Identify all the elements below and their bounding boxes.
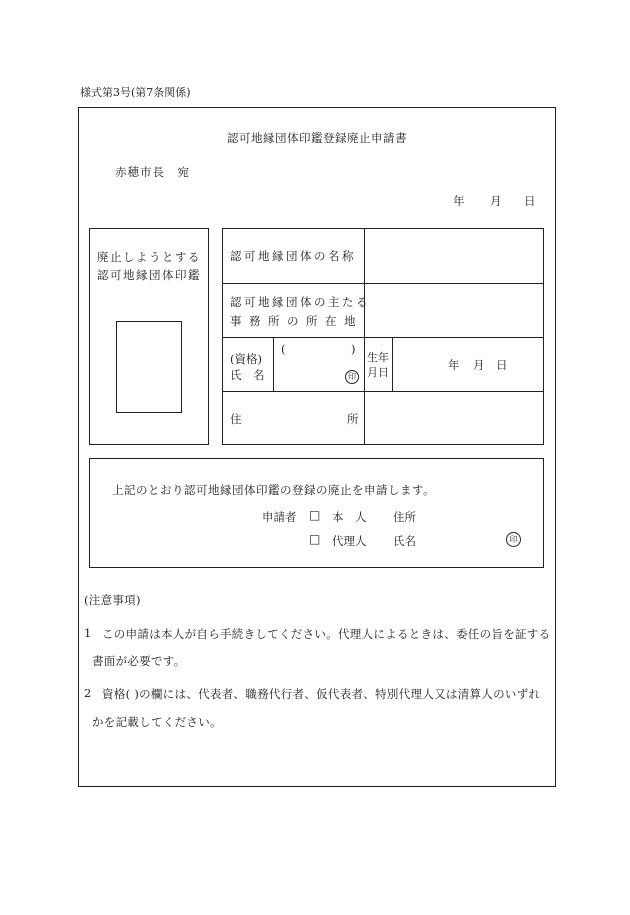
self-checkbox[interactable]: □	[309, 508, 321, 522]
note-1-line2: 書面が必要です。	[92, 654, 186, 668]
agent-checkbox[interactable]: □	[309, 532, 321, 546]
applicant-name-label: 氏名	[393, 534, 416, 548]
note-2-line2: かを記載してください。	[92, 715, 222, 729]
addressee: 赤穂市長 宛	[115, 165, 190, 179]
qualification-paren-open: (	[281, 342, 286, 356]
application-statement: 上記のとおり認可地縁団体印鑑の登録の廃止を申請します。	[112, 483, 436, 497]
qualification-paren-close: )	[351, 342, 356, 356]
note-2-number: 2	[84, 686, 92, 700]
self-label: 本 人	[332, 510, 367, 524]
applicant-address-label: 住所	[393, 510, 416, 524]
name-label: 氏 名	[230, 368, 265, 382]
office-label-line2: 事務所の所在地	[230, 314, 363, 328]
applicant-seal-icon: 印	[506, 532, 521, 547]
date-month: 月	[490, 194, 502, 208]
agent-label: 代理人	[332, 534, 367, 548]
applicant-address-field[interactable]	[420, 505, 520, 525]
applicant-label: 申請者	[262, 510, 297, 524]
org-name-label: 認可地縁団体の名称	[230, 249, 356, 263]
birth-month: 月	[473, 358, 485, 372]
seal-caption	[97, 248, 201, 284]
birth-day: 日	[496, 358, 508, 372]
page-title: 認可地縁団体印鑑登録廃止申請書	[227, 131, 407, 145]
address-label-2: 所	[347, 412, 359, 426]
date-year: 年	[453, 194, 465, 208]
org-name-field[interactable]	[365, 230, 543, 283]
date-day: 日	[524, 194, 536, 208]
birth-label-line2: 月日	[367, 366, 389, 379]
form-number-label: 様式第3号(第7条関係)	[80, 86, 191, 99]
office-address-field[interactable]	[365, 284, 543, 337]
qualification-label: (資格)	[230, 352, 262, 366]
address-label-1: 住	[230, 412, 242, 426]
seal-stamp-area[interactable]	[116, 321, 182, 413]
qualification-field[interactable]	[289, 341, 349, 359]
table-divider	[364, 337, 365, 391]
table-divider	[273, 337, 274, 391]
office-label-line1: 認可地縁団体の主たる	[230, 295, 370, 309]
seal-caption-line1: 廃止しようとする	[97, 250, 201, 264]
seal-caption-line2: 認可地縁団体印鑑	[97, 268, 201, 282]
form-frame	[78, 107, 556, 787]
birth-date-field[interactable]	[393, 338, 543, 391]
seal-stamp-icon: 印	[345, 370, 359, 384]
info-table	[222, 228, 544, 445]
representative-name-field[interactable]	[275, 361, 345, 387]
note-1-number: 1	[84, 626, 92, 640]
note-1-line1: この申請は本人が自ら手続きしてください。代理人によるときは、委任の旨を証する	[102, 627, 551, 641]
birth-year: 年	[448, 358, 460, 372]
notes-heading: (注意事項)	[84, 593, 141, 607]
representative-address-field[interactable]	[365, 392, 543, 444]
note-2-line1: 資格( )の欄には、代表者、職務代行者、仮代表者、特別代理人又は清算人のいずれ	[102, 687, 541, 701]
birth-label-line1: 生年	[367, 351, 389, 364]
applicant-name-field[interactable]	[420, 529, 500, 549]
